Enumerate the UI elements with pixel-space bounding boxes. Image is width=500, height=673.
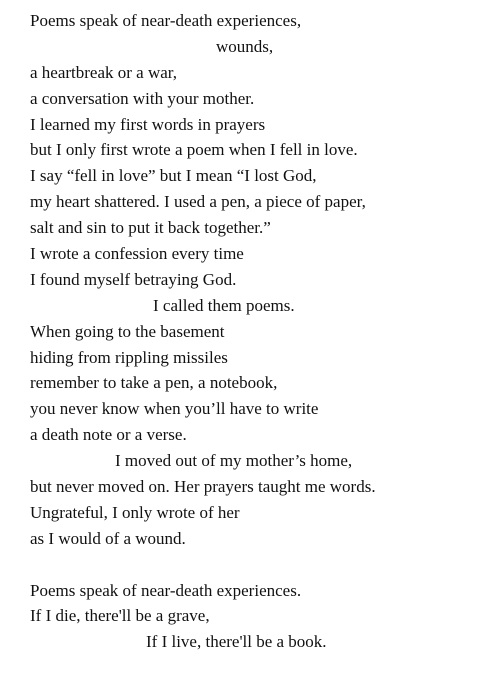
poem-line: a death note or a verse. xyxy=(30,425,187,445)
poem-line: hiding from rippling missiles xyxy=(30,347,228,367)
poem-line: I learned my first words in prayers xyxy=(30,114,266,134)
poem-line: a conversation with your mother. xyxy=(30,88,255,108)
poem-line: I moved out of my mother’s home, xyxy=(115,451,353,471)
stanza-break xyxy=(30,552,490,578)
poem-line: I say “fell in love” but I mean “I lost God, xyxy=(30,166,317,186)
poem-line: but never moved on. Her prayers taught me words. xyxy=(30,477,376,497)
poem-line: but I only first wrote a poem when I fell in love. xyxy=(30,140,358,160)
poem-line: When going to the basement xyxy=(30,321,225,341)
poem-line: If I live, there'll be a book. xyxy=(146,632,327,652)
poem-line: If I die, there'll be a grave, xyxy=(30,606,210,626)
poem-line: I called them poems. xyxy=(153,295,295,315)
poem-line: Poems speak of near-death experiences, xyxy=(30,11,302,30)
poem-line: Ungrateful, I only wrote of her xyxy=(30,502,240,522)
poem-text xyxy=(30,8,490,655)
poem-line: as I would of a wound. xyxy=(30,528,186,548)
poem-line: I found myself betraying God. xyxy=(30,269,237,289)
poem-line: wounds, xyxy=(216,36,274,56)
poem-line: you never know when you’ll have to write xyxy=(30,399,319,419)
poem-line: salt and sin to put it back together.” xyxy=(30,218,271,238)
poem-line: I wrote a confession every time xyxy=(30,244,244,264)
poem-line: Poems speak of near-death experiences. xyxy=(30,580,302,600)
poem-line: my heart shattered. I used a pen, a piece of paper, xyxy=(30,192,366,212)
poem-line: a heartbreak or a war, xyxy=(30,62,178,82)
poem-line: remember to take a pen, a notebook, xyxy=(30,373,278,393)
